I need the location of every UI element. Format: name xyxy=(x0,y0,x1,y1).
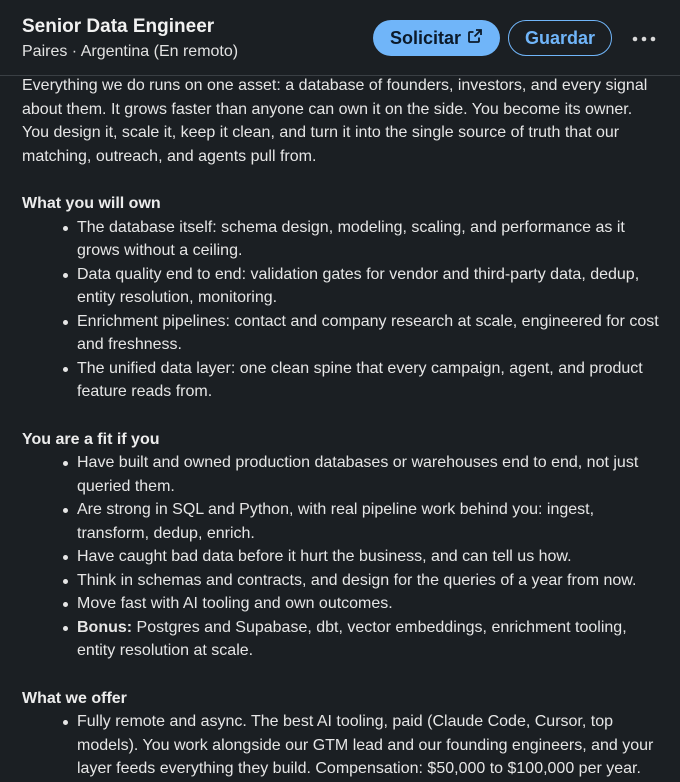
ellipsis-icon xyxy=(632,29,656,47)
section-title-offer: What we offer xyxy=(22,689,127,707)
job-subtitle: Paires · Argentina (En remoto) xyxy=(22,43,239,60)
bonus-label: Bonus: xyxy=(77,618,133,636)
job-description xyxy=(22,74,662,781)
list-fit xyxy=(22,451,662,663)
section-title-fit: You are a fit if you xyxy=(22,430,160,448)
job-header xyxy=(0,0,680,76)
list-item: Move fast with AI tooling and own outcomes. xyxy=(77,592,662,616)
apply-button[interactable] xyxy=(373,20,500,56)
list-item: Think in schemas and contracts, and design for the queries of a year from now. xyxy=(77,569,662,593)
list-item: Have caught bad data before it hurt the business, and can tell us how. xyxy=(77,545,662,569)
list-own xyxy=(22,216,662,404)
list-item: Fully remote and async. The best AI tooling, paid (Claude Code, Cursor, top models). You work alongside our GTM lead and our founding engineers, and your layer feeds everything they build. Compensation: $50,000 to $100,000 per year. xyxy=(77,710,662,781)
external-link-icon xyxy=(467,28,483,49)
apply-button-label: Solicitar xyxy=(389,27,462,48)
list-item: Are strong in SQL and Python, with real pipeline work behind you: ingest, transform, dedup, enrich. xyxy=(77,498,662,545)
list-item: Have built and owned production databases or warehouses end to end, not just queried them. xyxy=(77,451,662,498)
save-button[interactable] xyxy=(508,20,612,56)
list-offer xyxy=(22,710,662,781)
more-options-button[interactable] xyxy=(626,24,662,52)
save-button-label: Guardar xyxy=(524,27,596,48)
job-title: Senior Data Engineer xyxy=(22,16,215,37)
section-title-own: What you will own xyxy=(22,195,161,212)
list-item: Bonus: Postgres and Supabase, dbt, vector embeddings, enrichment tooling, entity resolution at scale. xyxy=(77,616,662,663)
intro-paragraph: Everything we do runs on one asset: a database of founders, investors, and every signal about them. It grows faster than anyone can own it on the side. You become its owner. You design it, scale it, keep it clean, and turn it into the single source of truth that our matching, outreach, and agents pull from. xyxy=(22,77,648,165)
list-item: The database itself: schema design, modeling, scaling, and performance as it grows without a ceiling. xyxy=(77,216,662,263)
list-item: The unified data layer: one clean spine that every campaign, agent, and product feature reads from. xyxy=(77,357,662,404)
list-item: Enrichment pipelines: contact and company research at scale, engineered for cost and freshness. xyxy=(77,310,662,357)
list-item: Data quality end to end: validation gates for vendor and third-party data, dedup, entity resolution, monitoring. xyxy=(77,263,662,310)
